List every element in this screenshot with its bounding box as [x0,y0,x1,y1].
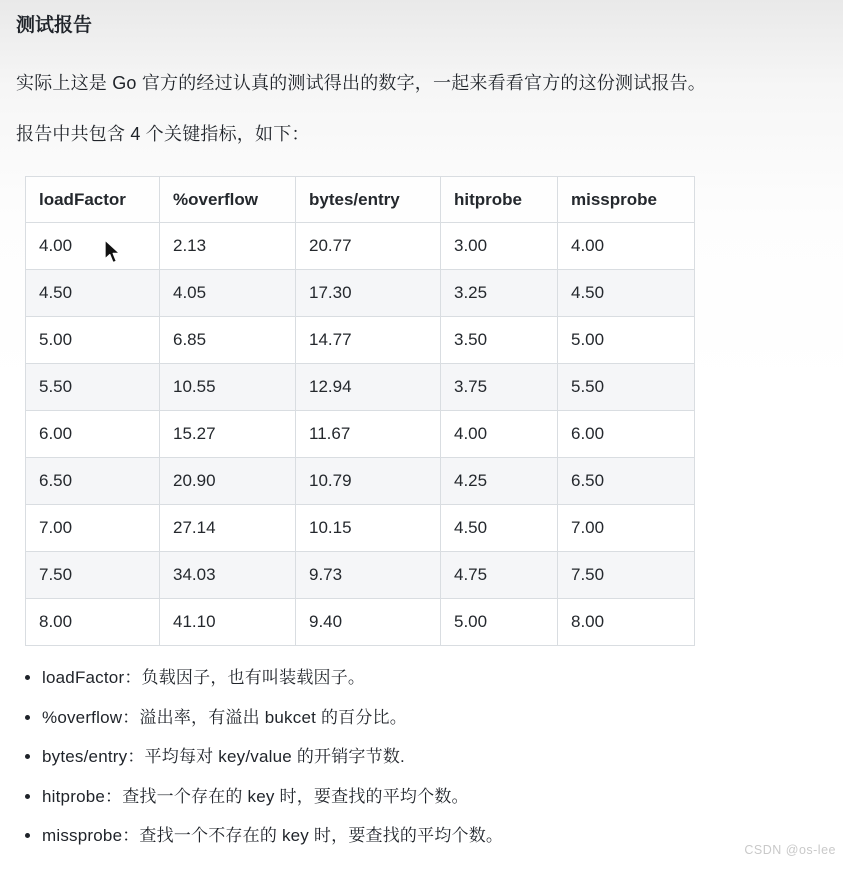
table-cell: 4.50 [441,505,558,552]
table-cell: 34.03 [160,552,296,599]
table-cell: 2.13 [160,223,296,270]
table-cell: 9.40 [296,599,441,646]
table-cell: 4.50 [558,270,695,317]
benchmark-table [25,176,695,646]
table-cell: 9.73 [296,552,441,599]
metric-item: • loadFactor：负载因子，也有叫装载因子。 [42,664,800,704]
table-cell: 10.79 [296,458,441,505]
table-row [26,458,695,505]
table-cell: 4.75 [441,552,558,599]
table-cell: 6.50 [26,458,160,505]
column-header: missprobe [558,177,695,223]
table-row [26,599,695,646]
table-cell: 20.90 [160,458,296,505]
metrics-list [20,664,800,862]
table-cell: 3.00 [441,223,558,270]
table-cell: 17.30 [296,270,441,317]
table-cell: 7.50 [558,552,695,599]
table-row [26,317,695,364]
table-row [26,270,695,317]
metric-item: • %overflow：溢出率，有溢出 bukcet 的百分比。 [42,704,800,744]
table-cell: 8.00 [26,599,160,646]
table-cell: 4.00 [558,223,695,270]
table-cell: 10.55 [160,364,296,411]
table-header-row [26,177,695,223]
table-cell: 6.00 [558,411,695,458]
metric-item: • hitprobe：查找一个存在的 key 时，要查找的平均个数。 [42,783,800,823]
table-cell: 4.00 [26,223,160,270]
table-row [26,223,695,270]
table-cell: 10.15 [296,505,441,552]
table-cell: 3.25 [441,270,558,317]
table-cell: 3.50 [441,317,558,364]
table-row [26,364,695,411]
table-cell: 5.00 [26,317,160,364]
metrics-intro-paragraph: 报告中共包含 4 个关键指标，如下： [16,124,310,144]
table-cell: 27.14 [160,505,296,552]
metric-item: • bytes/entry：平均每对 key/value 的开销字节数. [42,743,800,783]
table-cell: 5.00 [558,317,695,364]
table-cell: 6.85 [160,317,296,364]
table-cell: 7.50 [26,552,160,599]
table-cell: 5.50 [26,364,160,411]
column-header: loadFactor [26,177,160,223]
table-cell: 4.25 [441,458,558,505]
section-title: 测试报告 [16,15,93,36]
table-cell: 20.77 [296,223,441,270]
table-cell: 41.10 [160,599,296,646]
table-cell: 5.00 [441,599,558,646]
table-row [26,505,695,552]
table-body [26,223,695,646]
table-cell: 4.00 [441,411,558,458]
table-cell: 6.50 [558,458,695,505]
table-row [26,552,695,599]
table-cell: 3.75 [441,364,558,411]
column-header: bytes/entry [296,177,441,223]
table-cell: 4.50 [26,270,160,317]
table-cell: 4.05 [160,270,296,317]
table-cell: 5.50 [558,364,695,411]
table-cell: 12.94 [296,364,441,411]
watermark: CSDN @os-lee [744,843,836,857]
table-cell: 6.00 [26,411,160,458]
metric-item: • missprobe：查找一个不存在的 key 时，要查找的平均个数。 [42,822,800,862]
column-header: hitprobe [441,177,558,223]
table-cell: 8.00 [558,599,695,646]
table-cell: 15.27 [160,411,296,458]
intro-paragraph: 实际上这是 Go 官方的经过认真的测试得出的数字，一起来看看官方的这份测试报告。 [16,73,707,93]
column-header: %overflow [160,177,296,223]
table-cell: 11.67 [296,411,441,458]
table-cell: 14.77 [296,317,441,364]
table-row [26,411,695,458]
table-cell: 7.00 [26,505,160,552]
table-cell: 7.00 [558,505,695,552]
